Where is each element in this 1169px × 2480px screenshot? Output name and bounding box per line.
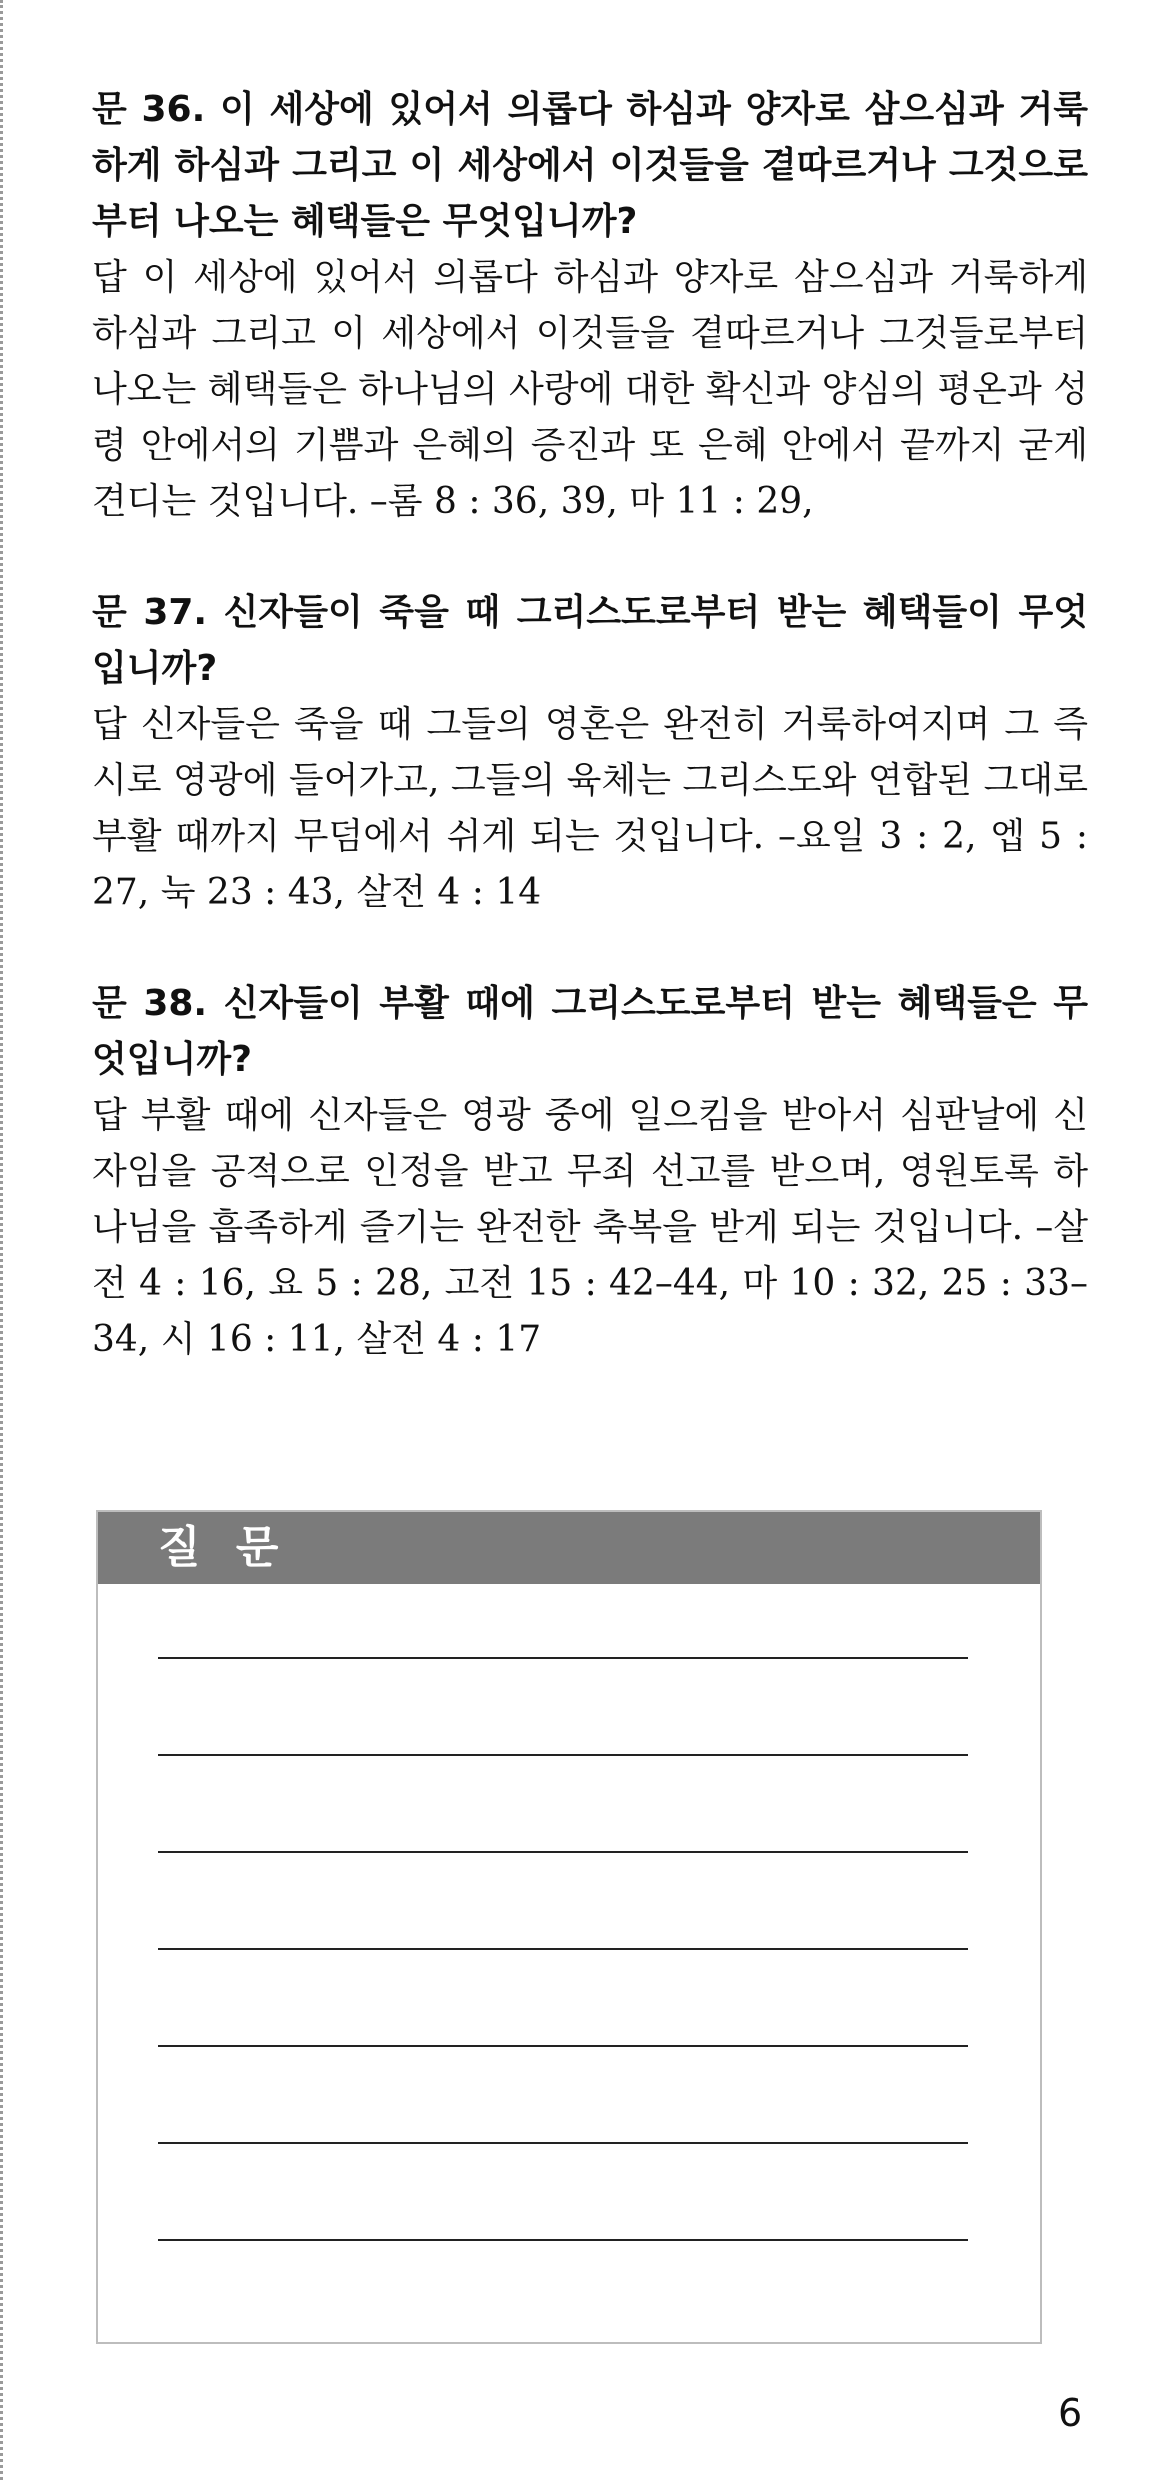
note-line xyxy=(158,2239,968,2241)
notes-box xyxy=(96,1510,1042,2344)
note-line xyxy=(158,1754,968,1756)
catechism-content xyxy=(92,82,1088,1423)
answer-text: 답 신자들은 죽을 때 그들의 영혼은 완전히 거룩하여지며 그 즉시로 영광에 들어가고, 그들의 육체는 그리스도와 연합된 그대로 부활 때까지 무덤에서 쉬게 되는 것입니다. –요일 3 : 2, 엡 5 : 27, 눅 23 : 43, 살전 4 : 14 xyxy=(92,704,1088,913)
question-text: 문 36. 이 세상에 있어서 의롭다 하심과 양자로 삼으심과 거룩하게 하심과 그리고 이 세상에서 이것들을 곁따르거나 그것으로부터 나오는 혜택들은 무엇입니까? xyxy=(92,89,1088,242)
qa-item-38 xyxy=(92,976,1088,1368)
answer-text: 답 부활 때에 신자들은 영광 중에 일으킴을 받아서 심판날에 신자임을 공적으로 인정을 받고 무죄 선고를 받으며, 영원토록 하나님을 흡족하게 즐기는 완전한 축복을 받게 되는 것입니다. –살전 4 : 16, 요 5 : 28, 고전 15 : 42–44, 마 10 : 32, 25 : 33–34, 시 16 : 11, 살전 4 : 17 xyxy=(92,1095,1088,1360)
question-text: 문 38. 신자들이 부활 때에 그리스도로부터 받는 혜택들은 무엇입니까? xyxy=(92,983,1088,1080)
note-line xyxy=(158,2142,968,2144)
note-line xyxy=(158,1851,968,1853)
question-text: 문 37. 신자들이 죽을 때 그리스도로부터 받는 혜택들이 무엇입니까? xyxy=(92,592,1088,689)
note-line xyxy=(158,1948,968,1950)
qa-item-36 xyxy=(92,82,1088,530)
answer-text: 답 이 세상에 있어서 의롭다 하심과 양자로 삼으심과 거룩하게 하심과 그리고 이 세상에서 이것들을 곁따르거나 그것들로부터 나오는 혜택들은 하나님의 사랑에 대한 확신과 양심의 평온과 성령 안에서의 기쁨과 은혜의 증진과 또 은혜 안에서 끝까지 굳게 견디는 것입니다. –롬 8 : 36, 39, 마 11 : 29, xyxy=(92,257,1088,522)
note-line xyxy=(158,1657,968,1659)
note-line xyxy=(158,2045,968,2047)
qa-item-37 xyxy=(92,585,1088,921)
page-edge-border xyxy=(0,0,3,2480)
page-number: 6 xyxy=(1058,2391,1083,2435)
notes-title: 질 문 xyxy=(98,1512,1040,1584)
